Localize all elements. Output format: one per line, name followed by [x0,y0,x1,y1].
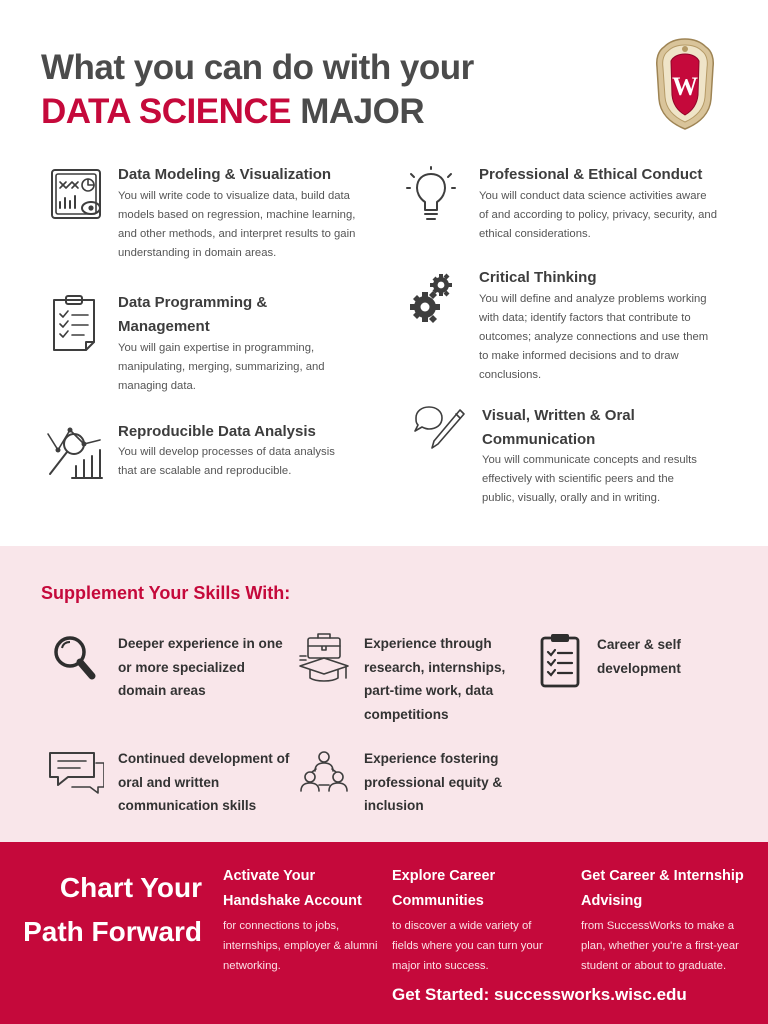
crest-letter: W [672,72,698,101]
skill-description: You will gain expertise in programming, manipulating, merging, summarizing, and managing data. [118,342,325,392]
footer-column-heading: Explore Career Communities [392,868,496,909]
page-title-rest: MAJOR [291,92,425,131]
footer-column-text: from SuccessWorks to make a plan, whether you're a first-year student or about to graduate. [581,920,739,972]
skill-title: Professional & Ethical Conduct [479,166,703,183]
get-started-link[interactable]: Get Started: successworks.wisc.edu [392,985,687,1004]
footer-column-handshake [223,864,383,976]
uw-crest-logo [654,37,716,131]
supplement-item-communication [48,747,298,827]
clipboard-checklist-icon [48,294,108,354]
skill-data-modeling [48,166,368,266]
skill-title: Data Modeling & Visualization [118,166,332,183]
supplement-text: Deeper experience in one or more specialized domain areas [118,636,283,698]
supplement-title: Supplement Your Skills With: [41,583,291,603]
footer-title: Chart Your Path Forward [23,872,202,947]
briefcase-graduation-icon [298,632,354,688]
skill-critical-thinking [405,269,725,389]
supplement-item-career [536,632,736,692]
supplement-item-experience [298,632,538,732]
analysis-chart-icon [44,422,104,482]
checklist-clipboard-icon [536,632,592,688]
speech-pen-icon [412,404,472,464]
supplement-text: Continued development of oral and written communication skills [118,751,290,813]
footer-column-advising [581,864,751,976]
footer-column-heading: Get Career & Internship Advising [581,868,744,909]
supplement-text: Experience fostering professional equity & inclusion [364,751,503,813]
skill-description: You will write code to visualize data, build data models based on regression, machine learning, and other methods, and interpret results to gain understanding in domain areas. [118,190,356,259]
skill-description: You will communicate concepts and results effectively with scientific peers and the public, visually, orally and in writing. [482,454,697,504]
skill-title: Data Programming & Management [118,294,268,335]
supplement-text: Experience through research, internships, part-time work, data competitions [364,636,506,722]
skill-data-programming [48,294,368,404]
skill-title: Visual, Written & Oral Communication [482,407,635,448]
skill-title: Critical Thinking [479,269,597,286]
page-title-line1: What you can do with your [41,48,474,87]
page-title-line2 [41,92,424,132]
skill-reproducible-analysis [44,422,364,492]
skill-communication [412,404,732,514]
people-group-icon [298,747,354,803]
footer-column-communities [392,864,557,976]
skill-title: Reproducible Data Analysis [118,423,316,440]
lightbulb-icon [405,166,465,226]
skill-professional-conduct [405,166,725,246]
skill-description: You will define and analyze problems working with data; identify factors that contribute to outcomes; analyze connections and use them to make informed decisions and to draw conclusions. [479,293,709,381]
supplement-item-equity [298,747,538,827]
magnifier-icon [50,632,106,688]
footer-column-text: for connections to jobs, internships, employer & alumni networking. [223,920,378,972]
skill-description: You will develop processes of data analysis that are scalable and reproducible. [118,446,335,477]
skill-description: You will conduct data science activities aware of and according to policy, privacy, security, and ethical considerations. [479,190,717,240]
supplement-item-domain [50,632,290,712]
footer-column-heading: Activate Your Handshake Account [223,868,362,909]
chat-bubbles-icon [48,747,104,803]
gears-icon [405,269,465,329]
footer-column-text: to discover a wide variety of fields where you can turn your major into success. [392,920,543,972]
page-title-accent: DATA SCIENCE [41,92,292,131]
supplement-text: Career & self development [597,637,681,676]
data-visualization-icon [48,166,108,226]
